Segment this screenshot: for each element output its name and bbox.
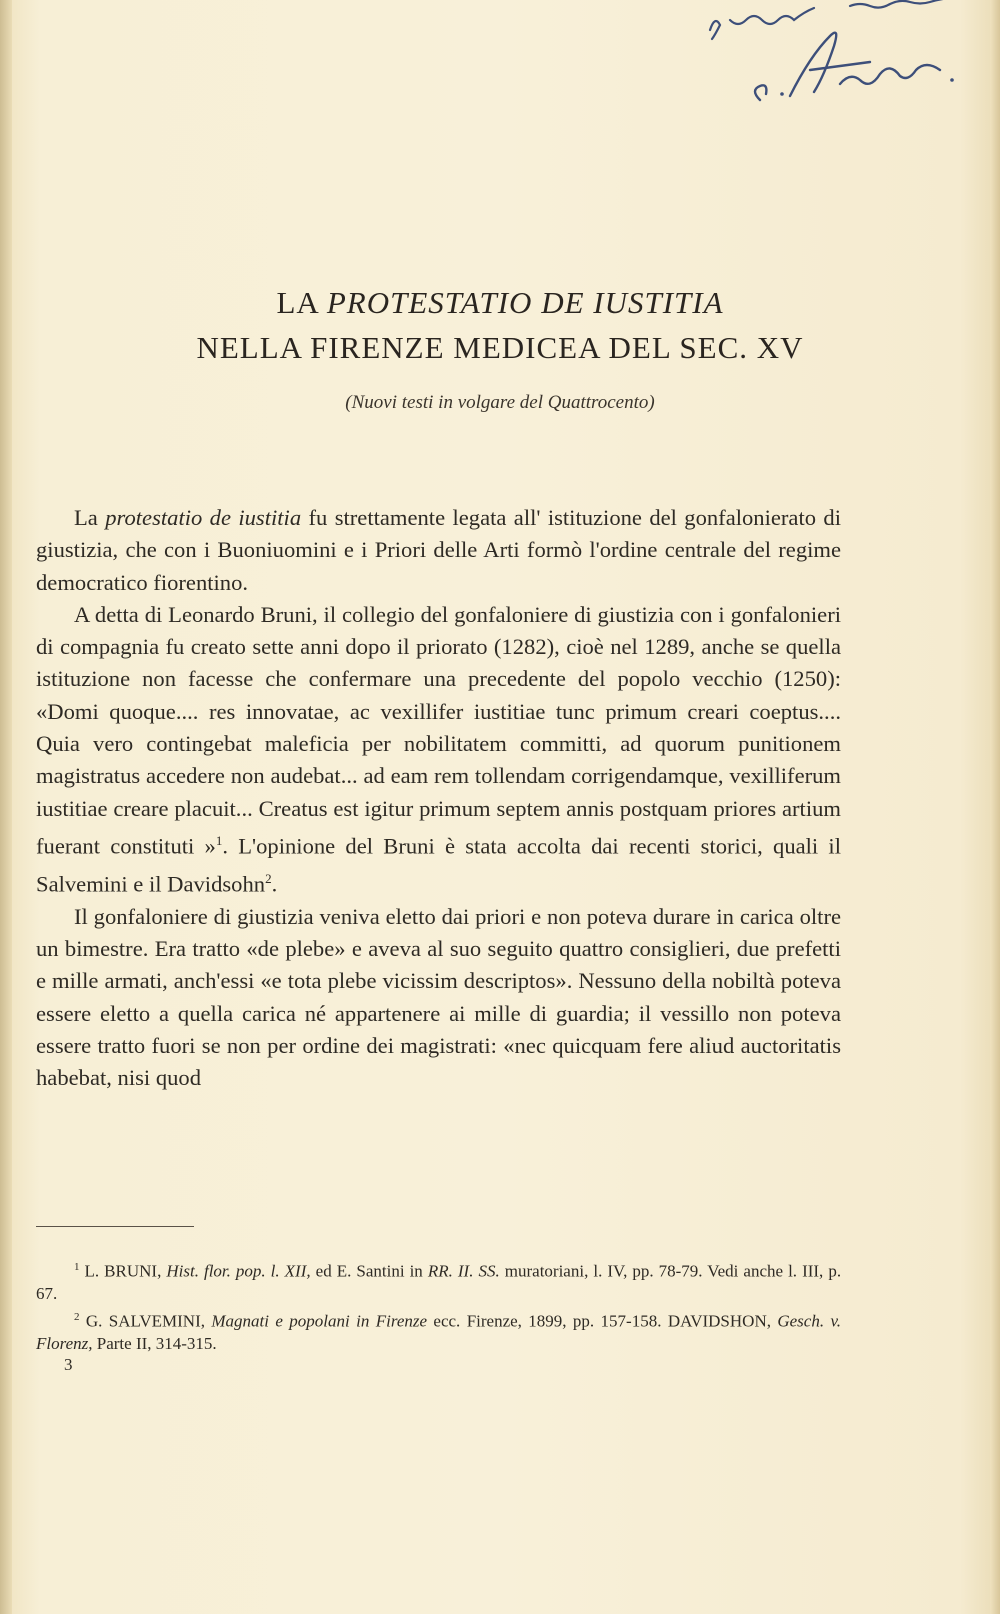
paragraph-3: Il gonfaloniere di giustizia veniva eletto dai priori e non poteva durare in carica oltre un bimestre. Era tratto «de plebe» e aveva al suo seguito quattro consiglieri, due prefetti e mille armati, anch'essi «e tota plebe vicissim descriptos». Nessuno della nobiltà poteva essere eletto a quella carica né appartenere ai mille di guardia; il vessillo non poteva essere tratto fuori se non per ordine dei magistrati: «nec quicquam fere aliud auctoritatis habebat, nisi quod <box>36 903 841 1091</box>
footnote-author: G. SALVEMINI, <box>85 1311 205 1331</box>
body-text <box>36 502 841 1094</box>
footnote-ref-1: 1 <box>215 832 223 848</box>
footnote-mid: ecc. Firenze, 1899, pp. 157-158. DAVIDSHON, <box>433 1311 771 1331</box>
p1-rest: fu strettamente legata all' istituzione del gonfalonierato di giustizia, che con i Buoniuomini e i Priori delle Arti formò l'ordine centrale del regime democratico fiorentino. <box>36 505 841 595</box>
footnote-num: 2 <box>74 1310 80 1323</box>
footnote-italic: Hist. flor. pop. l. XII, <box>166 1261 311 1281</box>
page-right-edge <box>990 0 1000 1614</box>
footnote-num: 1 <box>74 1261 80 1273</box>
footnote-2 <box>36 1306 841 1356</box>
p2-a: A detta di Leonardo Bruni, il collegio del gonfaloniere di giustizia con i gonfalonieri di compagnia fu creato sette anni dopo il priorato (1282), cioè nel 1289, anche se quella istituzione non facesse che confermare una precedente del popolo vecchio (1250): «Domi quoque.... res innovatae, ac vexillifer iustitiae tunc primum creari coeptus.... Quia vero contingebat maleficia per nobilitatem committi, ad quorum punitionem magistratus accedere non audebat... ad eam rem tollendam corrigendamque, vexilliferum iustitiae creare placuit... Creatus est igitur primum septem annis postquam priores artium fuerant constituti » <box>36 601 841 859</box>
paragraph-2 <box>36 599 841 901</box>
footnote-rest: Parte II, 314-315. <box>96 1333 217 1353</box>
title-prefix: LA <box>276 285 319 320</box>
handwritten-signature <box>690 0 990 120</box>
paragraph-1 <box>36 502 841 599</box>
footnote-mid: ed E. Santini in <box>315 1261 423 1281</box>
footnote-ref-2: 2 <box>265 870 272 886</box>
subtitle: (Nuovi testi in volgare del Quattrocento) <box>345 392 655 413</box>
footnote-author: L. BRUNI, <box>84 1261 162 1281</box>
footnote-1 <box>36 1256 841 1306</box>
page-left-edge <box>0 0 12 1614</box>
footnote-rest: muratoriani, l. IV, pp. 78-79. Vedi anche l. III, p. 67. <box>36 1261 842 1304</box>
footnote-italic: Magnati e popolani in Firenze <box>211 1311 428 1331</box>
title-line-2: NELLA FIRENZE MEDICEA DEL SEC. XV <box>196 330 804 365</box>
p1-start: La <box>74 505 98 530</box>
footnote-italic-2: RR. II. SS. <box>427 1261 500 1281</box>
title-line-1 <box>0 285 1000 321</box>
footnote-rule <box>36 1226 194 1227</box>
p1-italic: protestatio de iustitia <box>105 505 302 530</box>
p2-c: . <box>271 871 278 897</box>
title-italic: PROTESTATIO DE IUSTITIA <box>326 285 724 320</box>
footnote-italic-2: Gesch. v. Florenz, <box>36 1311 842 1353</box>
page-number: 3 <box>64 1355 73 1374</box>
p2-b: . L'opinione del Bruni è stata accolta dai recenti storici, quali il Salvemini e il Davidsohn <box>36 833 841 897</box>
footnotes <box>36 1256 841 1355</box>
